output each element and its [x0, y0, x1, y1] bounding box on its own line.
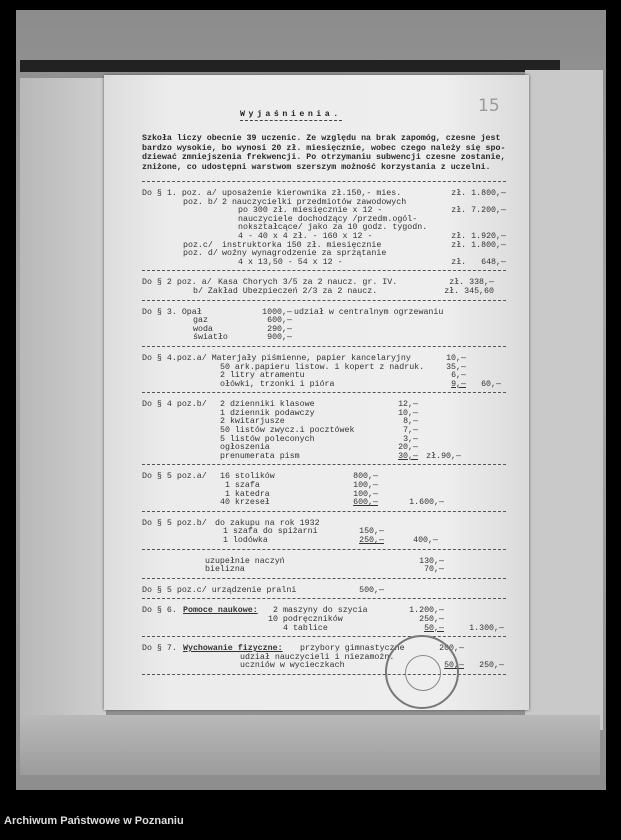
section-4b-row	[142, 436, 506, 445]
typed-text: 5 listów poleconych	[220, 434, 315, 444]
typed-text: 50 ark.papieru listow. i kopert z nadruk.	[220, 362, 425, 372]
intro-line: zniżone, co udostępni warstwom szerszym możność korzystania z uczelni.	[142, 162, 491, 172]
typed-text: b/ Zakład Ubezpieczeń 2/3 za 2 naucz.	[193, 286, 378, 296]
typed-text: bielizna	[205, 565, 245, 575]
section-5a-row	[142, 499, 506, 508]
typed-text: instruktorka 150 zł. miesięcznie	[222, 240, 382, 250]
typed-text: 600,—	[353, 498, 378, 508]
typed-text: Do § 5 poz.b/	[142, 518, 207, 528]
typed-text: 8,—	[403, 417, 418, 427]
section-5-extra-row	[142, 566, 506, 575]
typed-text: Do § 2 poz. a/	[142, 278, 212, 288]
typed-text: 1 katedra	[220, 489, 270, 499]
typed-text: 40 krzeseł	[220, 498, 270, 508]
section-3-row	[142, 334, 506, 343]
typed-text: 1 szafa do spiżarni	[223, 527, 318, 537]
typed-text: 70,—	[424, 565, 444, 575]
typed-text: 10,—	[398, 408, 418, 418]
typed-text: 1.600,—	[409, 498, 444, 508]
typed-text: 100,—	[353, 489, 378, 499]
typed-text: uzupełnie naczyń	[205, 556, 285, 566]
stamp-emblem	[405, 655, 441, 691]
typed-text: 4 tablice	[283, 623, 328, 633]
section-5c-row	[142, 587, 506, 596]
typed-text: zł. 1.920,—	[451, 231, 506, 241]
typed-text: ołówki, trzonki i pióra	[220, 379, 335, 389]
typed-text: Pomoce naukowe:	[183, 606, 258, 616]
typed-text: 2 kwitarjusze	[220, 417, 285, 427]
typed-text: uczniów w wycieczkach	[240, 661, 345, 671]
typed-text: Do § 1. poz. a/	[142, 189, 217, 198]
typed-text: zł. 7.200,—	[451, 206, 506, 216]
archive-footer: Archiwum Państwowe w Poznaniu	[4, 815, 184, 827]
typed-text: Do § 5 poz.a/	[142, 472, 207, 482]
typed-text: 2 litry atramentu	[220, 371, 305, 381]
typed-text: 1.300,—	[469, 623, 504, 633]
typed-text: poz. b/	[183, 197, 218, 207]
typed-text: 150,—	[359, 527, 384, 537]
typed-text: Kasa Chorych 3/5 za 2 naucz. gr. IV.	[218, 278, 398, 288]
budget-explanations	[142, 178, 506, 683]
section-5a-row	[142, 482, 506, 491]
typed-text: udział w centralnym ogrzewaniu	[294, 307, 444, 317]
section-5a-row	[142, 491, 506, 500]
typed-text: Do § 5 poz.c/ urządzenie pralni	[142, 585, 297, 595]
section-5-extra-row	[142, 558, 506, 567]
typed-text: 50,—	[444, 661, 464, 671]
typed-text: zł. 338,—	[449, 278, 494, 288]
typed-text: woda	[193, 324, 213, 334]
typed-text: 30,—	[398, 451, 418, 461]
typed-text: 60,—	[481, 379, 501, 389]
section-5a-row	[142, 473, 506, 482]
intro-line: dziewać zmniejszenia frekwencji. Po otrzymaniu subwencji czesne zostanie,	[142, 153, 506, 163]
typed-text: nauczyciele dochodzący /przedm.ogól-	[238, 214, 418, 224]
typed-text: światło	[193, 333, 228, 343]
intro-line: Szkoła liczy obecnie 39 uczenic. Ze względu na brak zapomóg, czesne jest	[142, 134, 501, 143]
typed-text: 250,—	[419, 614, 444, 624]
section-2-row	[142, 288, 506, 297]
typed-text: Do § 3. Opał	[142, 307, 202, 317]
typed-text: 50,—	[424, 623, 444, 633]
background-sheet-right	[525, 70, 603, 730]
typed-text: Do § 4 poz.b/	[142, 400, 207, 410]
typed-text: 200,—	[439, 644, 464, 654]
typed-text: po 300 zł. miesięcznie x 12 -	[238, 206, 383, 216]
typed-text: 1000,—	[262, 307, 292, 317]
section-4b-row	[142, 401, 506, 410]
typed-text: 16 stolików	[220, 472, 275, 482]
section-4b-row	[142, 453, 506, 462]
background-sheet-left	[20, 78, 106, 718]
document-title: Wyjaśnienia.	[240, 110, 342, 119]
typed-text: zł. 345,60	[444, 286, 494, 296]
typed-text: do zakupu na rok 1932	[215, 518, 320, 528]
typed-text: zł.90,—	[426, 451, 461, 461]
section-4a-row	[142, 381, 506, 390]
typed-text: 500,—	[359, 585, 384, 595]
typed-text: Do § 7.	[142, 644, 177, 654]
typed-text: zł. 1.800,—	[451, 189, 506, 198]
typed-text: ogłoszenia	[220, 443, 270, 453]
section-6-row	[142, 625, 506, 634]
typed-text: 900,—	[267, 333, 292, 343]
section-5b-row	[142, 520, 506, 529]
typed-text: 130,—	[419, 556, 444, 566]
typed-text: 2 maszyny do szycia	[273, 606, 368, 616]
typed-text: 1 lodówka	[223, 536, 268, 545]
section-5b-row	[142, 537, 506, 546]
typed-text: 400,—	[413, 536, 438, 545]
typed-text: uposażenie kierownika zł.150,- mies.	[222, 189, 402, 198]
background-sheet-bottom	[20, 715, 600, 775]
section-4b-row	[142, 410, 506, 419]
typed-text: 600,—	[267, 316, 292, 326]
typed-text: 1.200,—	[409, 606, 444, 616]
handwritten-page-number: 15	[478, 96, 500, 116]
typed-text: Do § 4.poz.a/ Materjały piśmienne, papier kancelaryjny	[142, 353, 411, 363]
typed-text: udział nauczycieli i niezamożn.	[240, 652, 395, 662]
typed-text: 7,—	[403, 426, 418, 436]
intro-paragraph	[142, 134, 508, 172]
typed-text: przybory gimnastyczne	[300, 644, 405, 654]
typed-text: woźny wynagrodzenie za sprzątanie	[222, 249, 387, 259]
typed-text: 20,—	[398, 443, 418, 453]
typed-text: 12,—	[398, 400, 418, 410]
typed-text: 250,—	[479, 661, 504, 671]
section-4b-row	[142, 427, 506, 436]
typed-text: Do § 6.	[142, 606, 177, 616]
typed-text: poz. d/	[183, 249, 218, 259]
typed-text: 800,—	[353, 472, 378, 482]
typed-text: 1 szafa	[220, 481, 260, 491]
typed-text: nokształcące/ jako za 10 godz. tygodn.	[238, 223, 428, 233]
typed-text: 2 nauczycielki przedmiotów zawodowych	[222, 197, 407, 207]
dashed-divider	[142, 549, 506, 558]
section-1-row	[142, 259, 506, 268]
typed-text: 3,—	[403, 434, 418, 444]
official-stamp	[385, 635, 459, 709]
typed-text: zł. 1.800,—	[451, 240, 506, 250]
typed-text: Wychowanie fizyczne:	[183, 644, 283, 654]
typed-text: 9,—	[451, 379, 466, 389]
typed-text: gaz	[193, 316, 208, 326]
typed-text: prenumerata pism	[220, 451, 300, 461]
typed-text: 100,—	[353, 481, 378, 491]
section-5b-row	[142, 528, 506, 537]
typed-text: 4 x 13,50 - 54 x 12 -	[238, 257, 343, 267]
typed-text: 4 - 40 x 4 zł. - 160 x 12 -	[238, 231, 373, 241]
typed-text: zł. 648,—	[451, 257, 506, 267]
typed-text: 50 listów zwycz.i pocztówek	[220, 426, 355, 436]
typed-text: 290,—	[267, 324, 292, 334]
typed-text: 35,—	[446, 362, 466, 372]
typed-text: 2 dzienniki klasowe	[220, 400, 315, 410]
intro-line: bardzo wysokie, bo wynosi 20 zł. miesięcznie, wobec czego należy się spo-	[142, 143, 506, 153]
typed-text: 1 dziennik podawczy	[220, 408, 315, 418]
typed-text: 250,—	[359, 536, 384, 545]
dark-band	[20, 60, 560, 72]
typed-text: poz.c/	[183, 240, 213, 250]
typed-text: 10 podręczników	[268, 614, 343, 624]
typed-text: 6,—	[451, 371, 466, 381]
typed-text: 10,—	[446, 353, 466, 363]
